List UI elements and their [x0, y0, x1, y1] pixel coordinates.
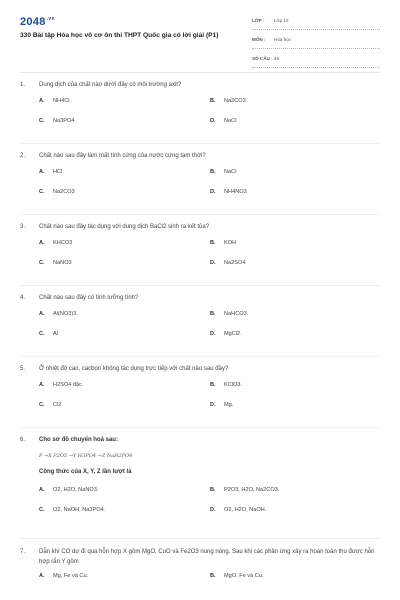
- question-number: 6.: [20, 437, 26, 443]
- question-text: Chất nào sau đây làm mất tính cứng của nước cứng tạm thời?: [39, 153, 206, 159]
- option-c[interactable]: [39, 507, 105, 513]
- options: [20, 98, 380, 138]
- option-text: O2, H2O, NaNO3.: [53, 487, 99, 493]
- option-d[interactable]: [210, 507, 266, 513]
- option-text: Mg, Fe và Cu.: [53, 573, 89, 579]
- option-letter: B.: [210, 98, 216, 104]
- option-text: KClO3.: [224, 382, 243, 388]
- option-text: P2O3, H2O, Na2CO3.: [224, 487, 280, 493]
- meta-panel: [252, 16, 380, 73]
- option-b[interactable]: [210, 573, 263, 579]
- logo-suffix: .vn: [46, 16, 55, 23]
- option-text: HCl: [53, 169, 63, 175]
- option-text: O2, NaOH, Na3PO4.: [53, 507, 106, 513]
- option-b[interactable]: [210, 98, 246, 104]
- question-stem: [20, 364, 380, 374]
- reaction-scheme: P →X P2O5 →Y H3PO4 →Z NaH2PO4: [39, 453, 133, 459]
- question-text: Ở nhiệt độ cao, cacbon không tác dụng trực tiếp với chất nào sau đây?: [39, 366, 229, 372]
- option-a[interactable]: [39, 98, 71, 104]
- option-b[interactable]: [210, 169, 236, 175]
- question-stem: [20, 547, 380, 567]
- question-divider: [20, 214, 380, 215]
- option-text: H2SO4 đặc.: [53, 382, 84, 388]
- option-text: NaHCO3.: [224, 311, 249, 317]
- option-text: Al(NO3)3.: [53, 311, 78, 317]
- option-text: Na2CO3: [53, 189, 75, 195]
- options: [20, 169, 380, 209]
- option-letter: B.: [210, 311, 216, 317]
- question-text: Chất nào sau đây tác dụng với dung dịch BaCl2 sinh ra kết tủa?: [39, 224, 210, 230]
- option-c[interactable]: [39, 260, 72, 266]
- option-b[interactable]: [210, 487, 279, 493]
- options: [20, 240, 380, 280]
- option-d[interactable]: [210, 118, 236, 124]
- option-letter: C.: [39, 189, 45, 195]
- logo-text: 2048: [20, 16, 46, 28]
- question-5: [20, 364, 380, 422]
- option-a[interactable]: [39, 240, 72, 246]
- question-stem: [20, 80, 380, 90]
- question-stem: [20, 293, 380, 303]
- option-a[interactable]: [39, 311, 78, 317]
- option-letter: A.: [39, 382, 45, 388]
- option-d[interactable]: [210, 189, 247, 195]
- options: [20, 487, 380, 527]
- question-divider: [20, 285, 380, 286]
- meta-label: LỚP :: [252, 18, 265, 23]
- option-letter: D.: [210, 402, 216, 408]
- option-letter: C.: [39, 260, 45, 266]
- question-stem: [20, 222, 380, 232]
- header-divider: [20, 72, 380, 73]
- meta-value: 45: [274, 56, 280, 61]
- option-text: O2, H2O, NaOH.: [224, 507, 267, 513]
- question-divider: [20, 538, 380, 539]
- question-number: 1.: [20, 82, 26, 88]
- option-letter: D.: [210, 507, 216, 513]
- meta-value: Hóa học: [274, 37, 292, 42]
- meta-label: SỐ CÂU :: [252, 56, 273, 61]
- option-c[interactable]: [39, 189, 75, 195]
- option-letter: B.: [210, 487, 216, 493]
- question-number: 7.: [20, 549, 26, 555]
- option-text: Al: [53, 331, 58, 337]
- option-text: NaCl: [224, 169, 237, 175]
- question-text: Dung dịch của chất nào dưới đây có môi trường axit?: [39, 82, 182, 88]
- option-d[interactable]: [210, 402, 233, 408]
- option-d[interactable]: [210, 260, 245, 266]
- option-a[interactable]: [39, 573, 88, 579]
- question-2: [20, 151, 380, 209]
- option-letter: D.: [210, 118, 216, 124]
- question-3: [20, 222, 380, 280]
- question-subtitle: Công thức của X, Y, Z lần lượt là: [39, 469, 132, 475]
- option-a[interactable]: [39, 487, 98, 493]
- option-letter: C.: [39, 402, 45, 408]
- option-c[interactable]: [39, 118, 74, 124]
- option-letter: A.: [39, 98, 45, 104]
- option-letter: D.: [210, 331, 216, 337]
- option-text: Na2SO4: [224, 260, 246, 266]
- option-text: NH4Cl.: [53, 98, 72, 104]
- option-letter: B.: [210, 382, 216, 388]
- question-divider: [20, 356, 380, 357]
- question-text: Cho sơ đồ chuyển hoá sau:: [39, 437, 118, 443]
- option-text: Mg.: [224, 402, 234, 408]
- option-a[interactable]: [39, 169, 62, 175]
- question-divider: [20, 143, 380, 144]
- meta-row-count: [252, 54, 380, 68]
- question-6: [20, 435, 380, 527]
- option-letter: A.: [39, 240, 45, 246]
- meta-row-subject: [252, 35, 380, 49]
- option-d[interactable]: [210, 331, 242, 337]
- option-text: Cl2.: [53, 402, 63, 408]
- option-text: KOH: [224, 240, 237, 246]
- option-b[interactable]: [210, 240, 236, 246]
- option-text: NaNO3: [53, 260, 72, 266]
- option-letter: A.: [39, 311, 45, 317]
- option-a[interactable]: [39, 382, 83, 388]
- question-stem: [20, 151, 380, 161]
- option-text: NH4NO3: [224, 189, 247, 195]
- site-logo[interactable]: [20, 16, 55, 28]
- option-text: NaCl: [224, 118, 237, 124]
- option-letter: B.: [210, 240, 216, 246]
- question-text: Chất nào sau đây có tính lưỡng tính?: [39, 295, 139, 301]
- option-letter: A.: [39, 169, 45, 175]
- option-letter: C.: [39, 118, 45, 124]
- option-letter: C.: [39, 507, 45, 513]
- option-letter: A.: [39, 487, 45, 493]
- option-b[interactable]: [210, 311, 248, 317]
- question-number: 5.: [20, 366, 26, 372]
- option-letter: A.: [39, 573, 45, 579]
- option-letter: B.: [210, 573, 216, 579]
- option-b[interactable]: [210, 382, 242, 388]
- option-c[interactable]: [39, 402, 63, 408]
- question-stem: [20, 435, 380, 445]
- options: [20, 382, 380, 422]
- question-7: [20, 547, 380, 587]
- option-text: MgO, Fe và Cu.: [224, 573, 264, 579]
- question-number: 4.: [20, 295, 26, 301]
- option-letter: B.: [210, 169, 216, 175]
- option-letter: C.: [39, 331, 45, 337]
- option-c[interactable]: [39, 331, 58, 337]
- question-text: Dẫn khí CO dư đi qua hỗn hợp X gồm MgO, CuO và Fe2O3 nung nóng. Sau khi các phản ứng xảy ra hoàn toàn thu được hỗn hợp rắn Y gồm: [39, 549, 375, 565]
- option-text: KHCO3: [53, 240, 73, 246]
- options: [20, 573, 380, 587]
- meta-row-class: [252, 16, 380, 30]
- option-text: Na3PO4: [53, 118, 75, 124]
- meta-value: Lớp 12: [274, 18, 289, 23]
- header: [20, 14, 380, 74]
- question-number: 3.: [20, 224, 26, 230]
- question-divider: [20, 427, 380, 428]
- option-letter: D.: [210, 189, 216, 195]
- question-number: 2.: [20, 153, 26, 159]
- meta-label: MÔN :: [252, 37, 266, 42]
- question-4: [20, 293, 380, 351]
- option-text: MgCl2.: [224, 331, 242, 337]
- option-text: Na2CO3: [224, 98, 246, 104]
- question-1: [20, 80, 380, 138]
- option-letter: D.: [210, 260, 216, 266]
- options: [20, 311, 380, 351]
- page-title: 330 Bài tập Hóa học vô cơ ôn thi THPT Quốc gia có lời giải (P1): [20, 32, 219, 39]
